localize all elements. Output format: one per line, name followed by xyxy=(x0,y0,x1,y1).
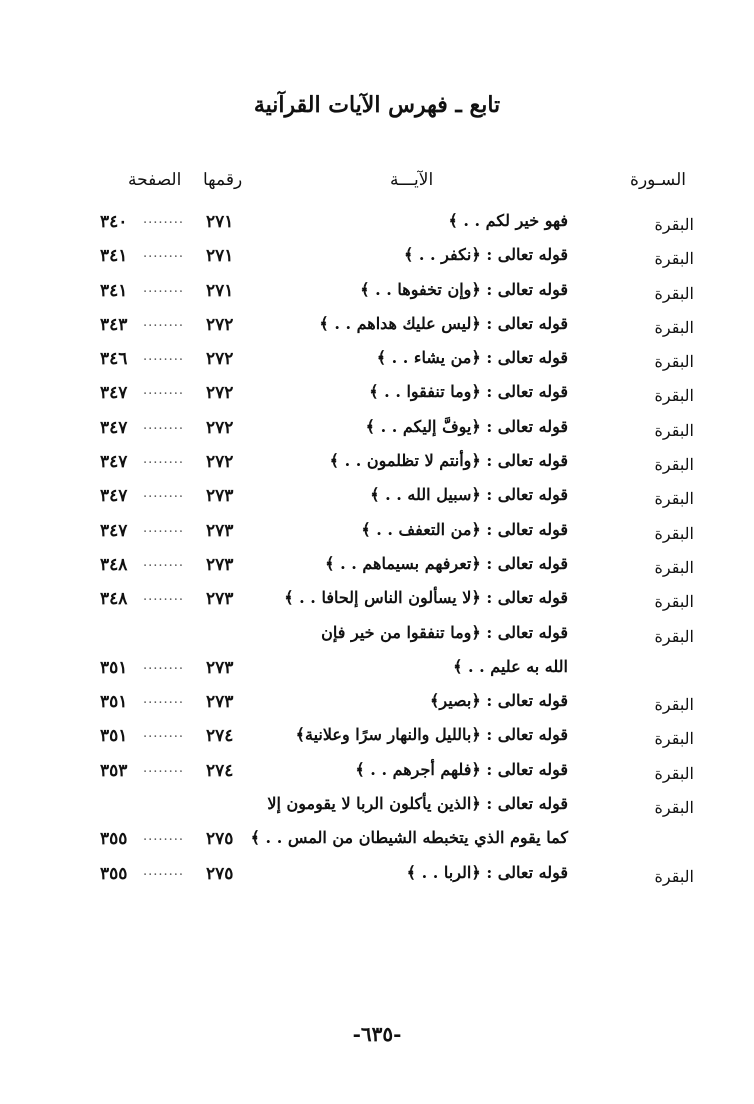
row-ayah-number: ٢٧٣ xyxy=(206,692,234,713)
row-surah: البقرة xyxy=(654,798,694,818)
page-title: تابع ـ فهرس الآيات القرآنية xyxy=(253,92,501,118)
row-surah: البقرة xyxy=(654,695,694,715)
row-surah: البقرة xyxy=(654,386,694,406)
index-row xyxy=(0,276,754,310)
row-leader-dots: ........ xyxy=(143,520,185,536)
index-table xyxy=(0,207,754,893)
row-ayah-text: قوله تعالى : ﴿وأنتم لا تظلمون . . ﴾ xyxy=(329,451,568,471)
row-ayah-number: ٢٧٣ xyxy=(206,589,234,610)
row-surah: البقرة xyxy=(654,455,694,475)
row-ayah-text: قوله تعالى : ﴿وما تنفقوا . . ﴾ xyxy=(369,382,568,402)
row-page-number: ٣٤٧ xyxy=(100,383,128,404)
row-ayah-number: ٢٧٣ xyxy=(206,657,234,678)
header-surah: السـورة xyxy=(630,170,686,190)
row-ayah-number: ٢٧٢ xyxy=(206,349,234,370)
row-ayah-number: ٢٧٢ xyxy=(206,417,234,438)
row-surah: البقرة xyxy=(654,729,694,749)
row-ayah-text: قوله تعالى : ﴿وإن تخفوها . . ﴾ xyxy=(360,279,568,299)
row-page-number: ٣٥١ xyxy=(100,692,128,713)
row-surah: البقرة xyxy=(654,317,694,337)
row-ayah-number: ٢٧٢ xyxy=(206,383,234,404)
row-ayah-text: قوله تعالى : ﴿نكفر . . ﴾ xyxy=(403,245,568,265)
row-surah: البقرة xyxy=(654,283,694,303)
index-row xyxy=(0,447,754,481)
row-ayah-text: قوله تعالى : ﴿ليس عليك هداهم . . ﴾ xyxy=(319,313,568,333)
row-ayah-number: ٢٧٢ xyxy=(206,314,234,335)
row-page-number: ٣٤٦ xyxy=(100,349,128,370)
index-row xyxy=(0,619,754,653)
row-ayah-number: ٢٧١ xyxy=(206,280,234,301)
row-ayah-text: قوله تعالى : ﴿من يشاء . . ﴾ xyxy=(376,348,568,368)
row-surah: البقرة xyxy=(654,352,694,372)
index-row xyxy=(0,824,754,858)
row-ayah-number: ٢٧٣ xyxy=(206,486,234,507)
row-ayah-number: ٢٧١ xyxy=(206,246,234,267)
row-page-number: ٣٤٧ xyxy=(100,486,128,507)
row-ayah-text: قوله تعالى : ﴿لا يسألون الناس إلحافا . . ﴾ xyxy=(284,588,568,608)
row-page-number: ٣٥٥ xyxy=(100,863,128,884)
row-surah: البقرة xyxy=(654,215,694,234)
row-leader-dots: ........ xyxy=(143,212,185,227)
row-ayah-number: ٢٧١ xyxy=(206,212,234,232)
row-ayah-number: ٢٧٣ xyxy=(206,520,234,541)
row-leader-dots: ........ xyxy=(143,589,185,605)
row-ayah-text: قوله تعالى : ﴿سبيل الله . . ﴾ xyxy=(370,485,568,505)
index-row xyxy=(0,310,754,344)
row-leader-dots: ........ xyxy=(143,829,185,845)
row-ayah-number: ٢٧٣ xyxy=(206,554,234,575)
row-surah: البقرة xyxy=(654,557,694,577)
index-row xyxy=(0,413,754,447)
page-number: -٦٣٥- xyxy=(352,1022,402,1046)
index-row xyxy=(0,481,754,515)
index-row xyxy=(0,584,754,618)
row-ayah-text: فهو خير لكم . . ﴾ xyxy=(448,211,568,230)
row-ayah-number: ٢٧٤ xyxy=(206,760,234,781)
row-page-number: ٣٥٣ xyxy=(100,760,128,781)
row-surah: البقرة xyxy=(654,489,694,509)
row-leader-dots: ........ xyxy=(143,452,185,468)
index-row xyxy=(0,207,754,241)
row-page-number: ٣٥٥ xyxy=(100,829,128,850)
index-row xyxy=(0,721,754,755)
row-page-number: ٣٤٧ xyxy=(100,417,128,438)
row-surah: البقرة xyxy=(654,249,694,269)
row-ayah-text: قوله تعالى : ﴿من التعفف . . ﴾ xyxy=(361,519,568,539)
index-row xyxy=(0,516,754,550)
index-row xyxy=(0,344,754,378)
row-page-number: ٣٤٠ xyxy=(100,212,128,232)
row-leader-dots: ........ xyxy=(143,760,185,776)
row-ayah-text: الله به عليم . . ﴾ xyxy=(453,656,568,676)
row-ayah-text: كما يقوم الذي يتخبطه الشيطان من المس . . ﴾ xyxy=(250,828,568,848)
row-ayah-number: ٢٧٥ xyxy=(206,829,234,850)
row-leader-dots: ........ xyxy=(143,383,185,399)
row-ayah-number: ٢٧٢ xyxy=(206,452,234,473)
row-leader-dots: ........ xyxy=(143,554,185,570)
header-page: الصفحة xyxy=(128,170,182,190)
row-surah: البقرة xyxy=(654,523,694,543)
row-ayah-text: قوله تعالى : ﴿بالليل والنهار سرًا وعلانية﴾ xyxy=(295,725,568,745)
row-surah: البقرة xyxy=(654,626,694,646)
row-surah: البقرة xyxy=(654,866,694,886)
index-row xyxy=(0,790,754,824)
row-leader-dots: ........ xyxy=(143,349,185,365)
row-ayah-text: قوله تعالى : ﴿يوفَّ إليكم . . ﴾ xyxy=(365,416,568,436)
row-page-number: ٣٤١ xyxy=(100,280,128,301)
row-surah: البقرة xyxy=(654,592,694,612)
row-ayah-text: قوله تعالى : ﴿تعرفهم بسيماهم . . ﴾ xyxy=(325,553,568,573)
row-page-number: ٣٤٨ xyxy=(100,589,128,610)
index-row xyxy=(0,378,754,412)
row-leader-dots: ........ xyxy=(143,280,185,296)
index-row xyxy=(0,756,754,790)
row-ayah-text: قوله تعالى : ﴿الذين يأكلون الربا لا يقومون إلا xyxy=(267,794,568,814)
row-surah: البقرة xyxy=(654,763,694,783)
row-ayah-text: قوله تعالى : ﴿وما تنفقوا من خير فإن xyxy=(321,622,568,642)
row-surah: البقرة xyxy=(654,420,694,440)
header-number: رقمها xyxy=(203,170,243,190)
row-page-number: ٣٤٣ xyxy=(100,314,128,335)
index-row xyxy=(0,241,754,275)
row-page-number: ٣٤١ xyxy=(100,246,128,267)
header-ayah: الآيـــة xyxy=(390,170,434,190)
row-leader-dots: ........ xyxy=(143,726,185,742)
row-leader-dots: ........ xyxy=(143,657,185,673)
row-ayah-number: ٢٧٥ xyxy=(206,863,234,884)
row-page-number: ٣٤٧ xyxy=(100,452,128,473)
index-row xyxy=(0,687,754,721)
row-ayah-text: قوله تعالى : ﴿الربا . . ﴾ xyxy=(406,862,568,882)
row-page-number: ٣٤٨ xyxy=(100,554,128,575)
row-leader-dots: ........ xyxy=(143,863,185,879)
row-leader-dots: ........ xyxy=(143,417,185,433)
row-page-number: ٣٥١ xyxy=(100,726,128,747)
row-leader-dots: ........ xyxy=(143,314,185,330)
index-row xyxy=(0,653,754,687)
index-row xyxy=(0,859,754,893)
row-page-number: ٣٥١ xyxy=(100,657,128,678)
row-ayah-text: قوله تعالى : ﴿فلهم أجرهم . . ﴾ xyxy=(355,759,568,779)
row-page-number: ٣٤٧ xyxy=(100,520,128,541)
row-leader-dots: ........ xyxy=(143,692,185,708)
row-leader-dots: ........ xyxy=(143,246,185,262)
row-leader-dots: ........ xyxy=(143,486,185,502)
row-ayah-number: ٢٧٤ xyxy=(206,726,234,747)
row-ayah-text: قوله تعالى : ﴿بصير﴾ xyxy=(430,691,568,711)
index-row xyxy=(0,550,754,584)
